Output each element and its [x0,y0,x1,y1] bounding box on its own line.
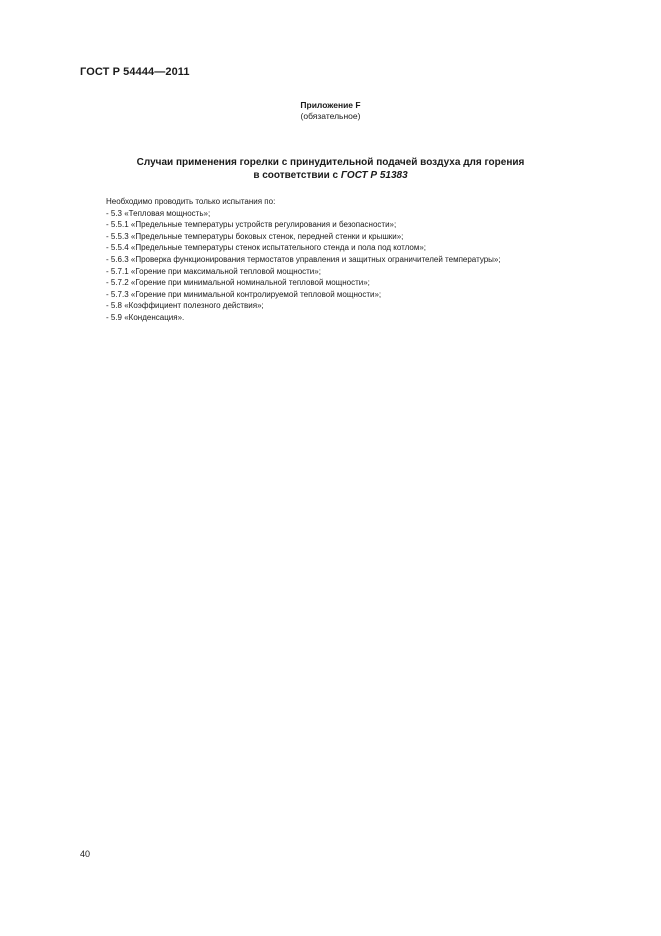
list-item: - 5.5.1 «Предельные температуры устройств регулирования и безопасности»; [106,220,397,230]
intro-text: Необходимо проводить только испытания по: [106,197,276,206]
list-item: - 5.7.2 «Горение при минимальной номинальной тепловой мощности»; [106,278,370,288]
list-item: - 5.9 «Конденсация». [106,312,185,322]
annex-heading [0,100,661,122]
document-code: ГОСТ Р 54444—2011 [80,66,190,78]
list-item: - 5.3 «Тепловая мощность»; [106,208,211,218]
annex-title: Приложение F [300,100,361,110]
list-item: - 5.5.4 «Предельные температуры стенок испытательного стенда и пола под котлом»; [106,243,426,253]
list-item: - 5.5.3 «Предельные температуры боковых стенок, передней стенки и крышки»; [106,231,404,241]
list-item: - 5.8 «Коэффициент полезного действия»; [106,301,264,311]
list-item: - 5.7.1 «Горение при максимальной тепловой мощности»; [106,266,321,276]
page-number: 40 [80,849,91,859]
list-item: - 5.6.3 «Проверка функционирования термостатов управления и защитных ограничителей температуры»; [106,254,501,264]
list-item: - 5.7.3 «Горение при минимальной контролируемой тепловой мощности»; [106,289,382,299]
standard-reference: ГОСТ Р 51383 [340,170,408,181]
test-list [106,196,501,324]
section-title-line-2 [0,169,661,182]
section-title-line-1: Случаи применения горелки с принудительной подачей воздуха для горения [136,157,525,168]
section-title [0,156,661,182]
annex-status: (обязательное) [300,111,361,121]
section-title-prefix: в соответствии с [253,170,341,181]
